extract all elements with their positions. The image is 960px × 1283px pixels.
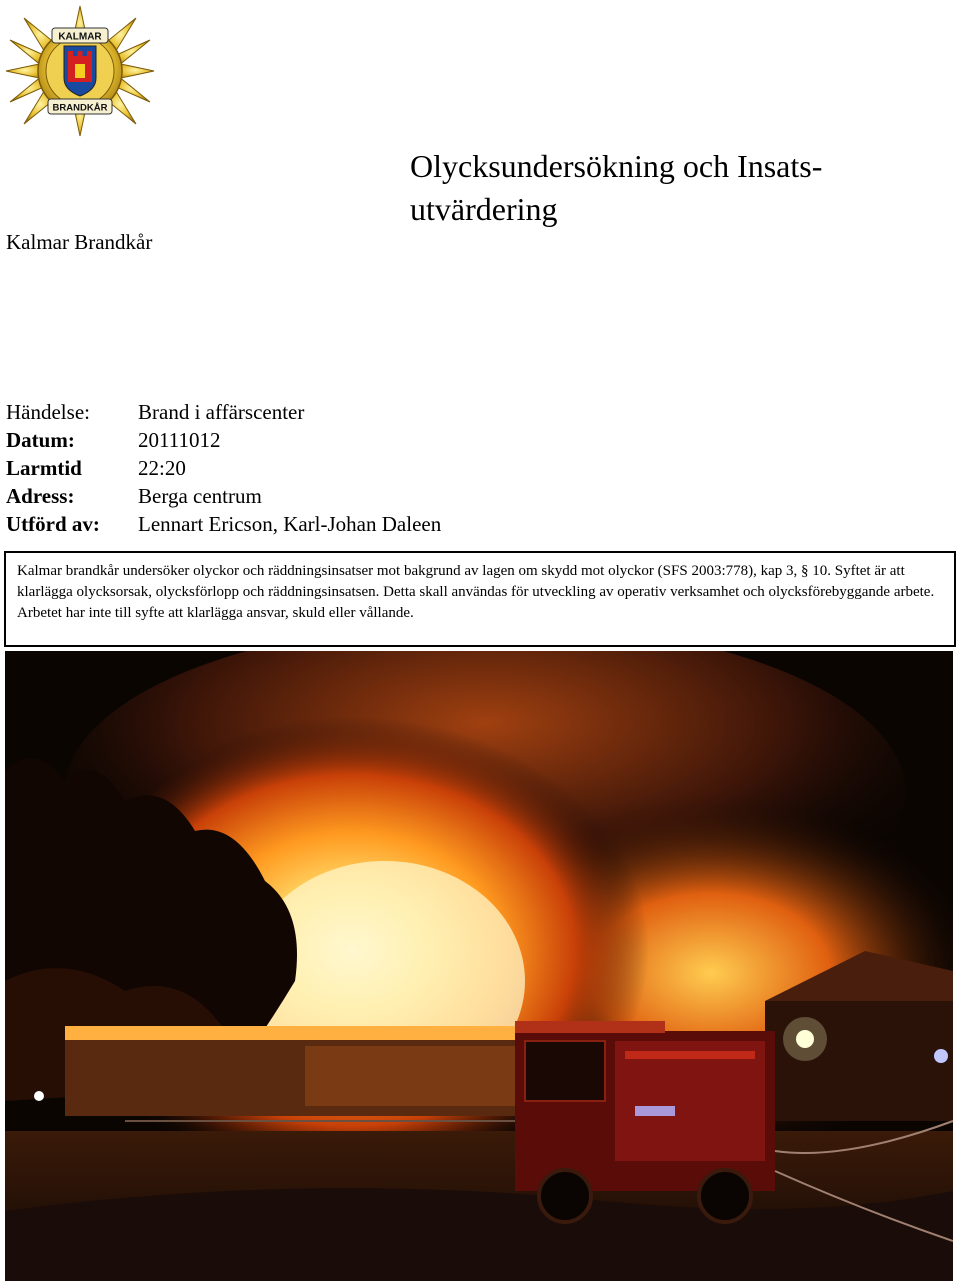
fire-photo [5, 651, 953, 1281]
fact-label: Adress: [6, 484, 75, 508]
fact-value: Berga centrum [138, 484, 262, 508]
fact-value: 20111012 [138, 428, 221, 452]
organization-name: Kalmar Brandkår [6, 230, 153, 254]
fact-value: Lennart Ericson, Karl-Johan Daleen [138, 512, 442, 536]
fact-label: Datum: [6, 428, 75, 452]
logo-top-text: KALMAR [58, 31, 102, 43]
fact-row-event [6, 398, 441, 426]
fact-value: Brand i affärscenter [138, 400, 305, 424]
fact-row-address [6, 482, 441, 510]
incident-facts [6, 398, 441, 538]
document-title-line-1: Olycksundersökning och Insats- [410, 148, 823, 184]
brandkar-logo [4, 4, 156, 138]
fact-label: Larmtid [6, 456, 82, 480]
fact-label: Utförd av: [6, 512, 100, 536]
fact-value: 22:20 [138, 456, 186, 480]
logo-bottom-text: BRANDKÅR [52, 102, 108, 114]
fact-row-performed-by [6, 510, 441, 538]
document-title-line-2: utvärdering [410, 191, 558, 227]
purpose-notice-text: Kalmar brandkår undersöker olyckor och räddningsinsatser mot bakgrund av lagen om skydd mot olyckor (SFS 2003:778), kap 3, § 10. Syftet är att klarlägga olycksorsak, olycksförlopp och räddningsinsatsen. Detta skall användas för utveckling av operativ verksamhet och olycksförebyggande arbete. Arbetet har inte till syfte att klarlägga ansvar, skuld eller vållande. [17, 563, 935, 621]
fact-row-date [6, 426, 441, 454]
purpose-notice-box [4, 551, 956, 647]
document-title [410, 145, 950, 231]
fact-label: Händelse: [6, 400, 90, 424]
fact-row-alarm-time [6, 454, 441, 482]
